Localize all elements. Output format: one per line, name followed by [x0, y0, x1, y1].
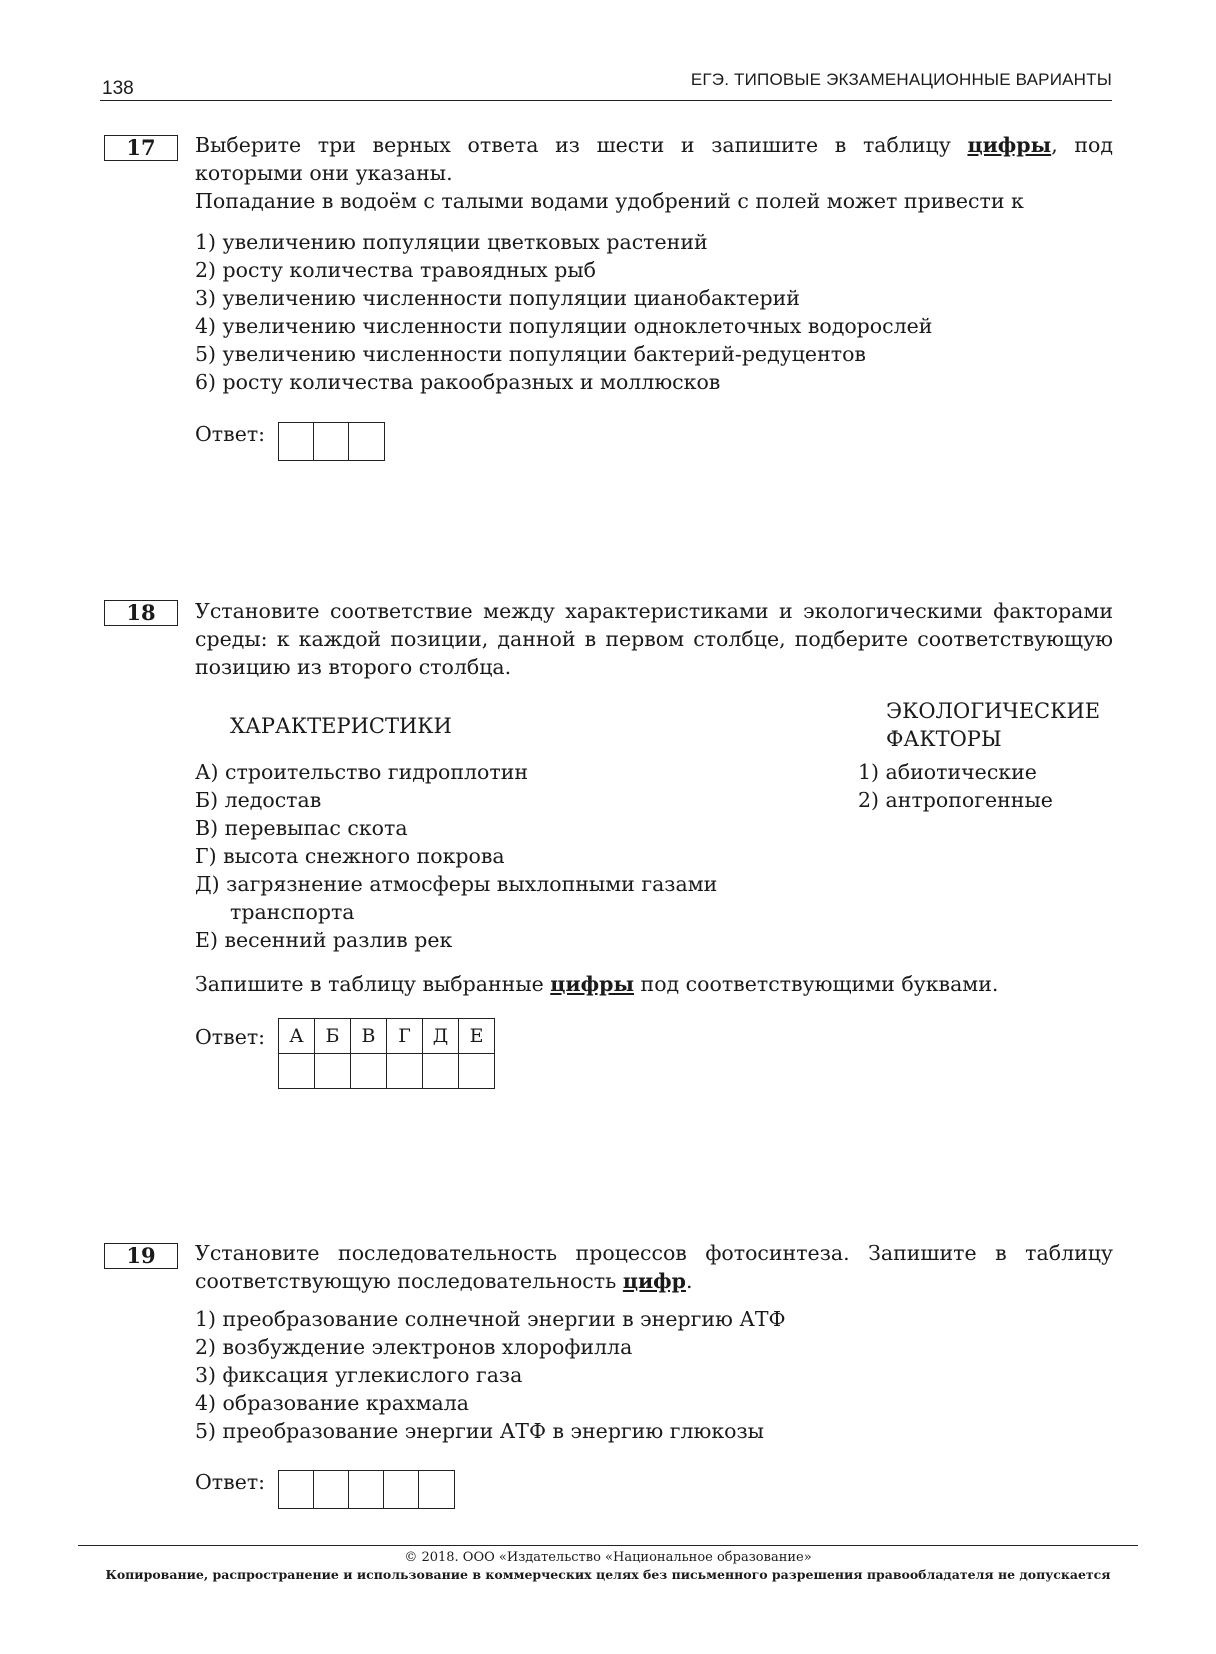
- answer-cell[interactable]: [314, 1471, 349, 1508]
- q17-intro-text: Выберите три верных ответа из шести и запишите в таблицу: [195, 133, 968, 157]
- letter-cell-b: Б: [315, 1019, 351, 1054]
- answer-cell[interactable]: [279, 1054, 315, 1089]
- q18-instruction: [195, 970, 1113, 998]
- header-rule: [100, 100, 1112, 101]
- answers-row: [279, 1054, 495, 1089]
- question-19-options: [195, 1305, 786, 1445]
- characteristic-v: В) перевыпас скота: [195, 816, 408, 840]
- step-3: 3) фиксация углекислого газа: [195, 1363, 523, 1387]
- answer-cell[interactable]: [351, 1054, 387, 1089]
- answer-cell[interactable]: [387, 1054, 423, 1089]
- characteristic-b: Б) ледостав: [195, 788, 322, 812]
- option-2: 2) росту количества травоядных рыб: [195, 258, 597, 282]
- footer-rule: [78, 1545, 1138, 1546]
- question-18-intro: Установите соответствие между характеристиками и экологическими факторами среды: к каждой позиции, данной в первом столбце, подберите соответствующую позицию из второго столбца.: [195, 599, 1113, 679]
- footer-copyright: © 2018. ООО «Издательство «Национальное образование»: [404, 1550, 812, 1565]
- q17-answer-cells: [278, 422, 385, 461]
- q18-instruction-emph: цифры: [550, 972, 635, 996]
- answer-cell[interactable]: [423, 1054, 459, 1089]
- left-column-header: ХАРАКТЕРИСТИКИ: [230, 714, 452, 738]
- factors-list: [858, 758, 1053, 814]
- q17-answer-label: Ответ:: [195, 422, 266, 446]
- letter-cell-a: А: [279, 1019, 315, 1054]
- answer-cell[interactable]: [459, 1054, 495, 1089]
- q18-answer-table: [278, 1018, 495, 1089]
- step-1: 1) преобразование солнечной энергии в энергию АТФ: [195, 1307, 786, 1331]
- answer-cell[interactable]: [315, 1054, 351, 1089]
- q17-stem: Попадание в водоём с талыми водами удобрений с полей может привести к: [195, 189, 1024, 213]
- step-2: 2) возбуждение электронов хлорофилла: [195, 1335, 633, 1359]
- characteristic-g: Г) высота снежного покрова: [195, 844, 505, 868]
- question-19-number: 19: [104, 1243, 178, 1269]
- factor-1: 1) абиотические: [858, 760, 1037, 784]
- answer-cell[interactable]: [314, 423, 349, 460]
- characteristic-d: Д) загрязнение атмосферы выхлопными газами: [195, 872, 718, 896]
- q19-intro-emph: цифр: [622, 1269, 686, 1293]
- question-17-intro: [195, 131, 1113, 215]
- answer-cell[interactable]: [349, 1471, 384, 1508]
- question-19-intro: [195, 1239, 1113, 1295]
- letter-cell-v: В: [351, 1019, 387, 1054]
- question-17-number: 17: [104, 135, 178, 161]
- q18-instruction-tail: под соответствующими буквами.: [634, 972, 999, 996]
- q18-answer-label: Ответ:: [195, 1025, 266, 1049]
- question-17-options: [195, 228, 932, 396]
- answer-cell[interactable]: [384, 1471, 419, 1508]
- option-4: 4) увеличению численности популяции одноклеточных водорослей: [195, 314, 933, 338]
- letter-cell-e: Е: [459, 1019, 495, 1054]
- letter-cell-d: Д: [423, 1019, 459, 1054]
- question-18-number: 18: [104, 600, 178, 626]
- q19-answer-label: Ответ:: [195, 1470, 266, 1494]
- right-column-header: [886, 697, 1100, 753]
- running-title: ЕГЭ. ТИПОВЫЕ ЭКЗАМЕНАЦИОННЫЕ ВАРИАНТЫ: [690, 70, 1112, 89]
- option-1: 1) увеличению популяции цветковых растений: [195, 230, 708, 254]
- answer-cell[interactable]: [419, 1471, 454, 1508]
- letter-cell-g: Г: [387, 1019, 423, 1054]
- letters-row: [279, 1019, 495, 1054]
- step-5: 5) преобразование энергии АТФ в энергию глюкозы: [195, 1419, 764, 1443]
- right-header-line-1: ЭКОЛОГИЧЕСКИЕ: [886, 699, 1101, 723]
- answer-cell[interactable]: [349, 423, 384, 460]
- footer-notice: Копирование, распространение и использование в коммерческих целях без письменного разрешения правообладателя не допускается: [105, 1567, 1111, 1582]
- q17-intro-tail: , под которыми они указаны.: [195, 133, 1113, 185]
- q19-intro-tail: .: [685, 1269, 693, 1293]
- q17-intro-emph: цифры: [967, 133, 1052, 157]
- answer-cell[interactable]: [279, 423, 314, 460]
- answer-cell[interactable]: [279, 1471, 314, 1508]
- factor-2: 2) антропогенные: [858, 788, 1053, 812]
- step-4: 4) образование крахмала: [195, 1391, 469, 1415]
- option-3: 3) увеличению численности популяции цианобактерий: [195, 286, 800, 310]
- q19-intro-text: Установите последовательность процессов фотосинтеза. Запишите в таблицу соответствующую последовательность: [195, 1241, 1113, 1293]
- q19-answer-cells: [278, 1470, 455, 1509]
- right-header-line-2: ФАКТОРЫ: [886, 727, 1002, 751]
- q18-instruction-text: Запишите в таблицу выбранные: [195, 972, 551, 996]
- option-6: 6) росту количества ракообразных и моллюсков: [195, 370, 721, 394]
- option-5: 5) увеличению численности популяции бактерий-редуцентов: [195, 342, 866, 366]
- characteristics-list: [195, 758, 717, 954]
- characteristic-a: А) строительство гидроплотин: [195, 760, 529, 784]
- characteristic-e: Е) весенний разлив рек: [195, 928, 453, 952]
- page-number: 138: [102, 78, 134, 99]
- characteristic-d-continuation: транспорта: [230, 900, 355, 924]
